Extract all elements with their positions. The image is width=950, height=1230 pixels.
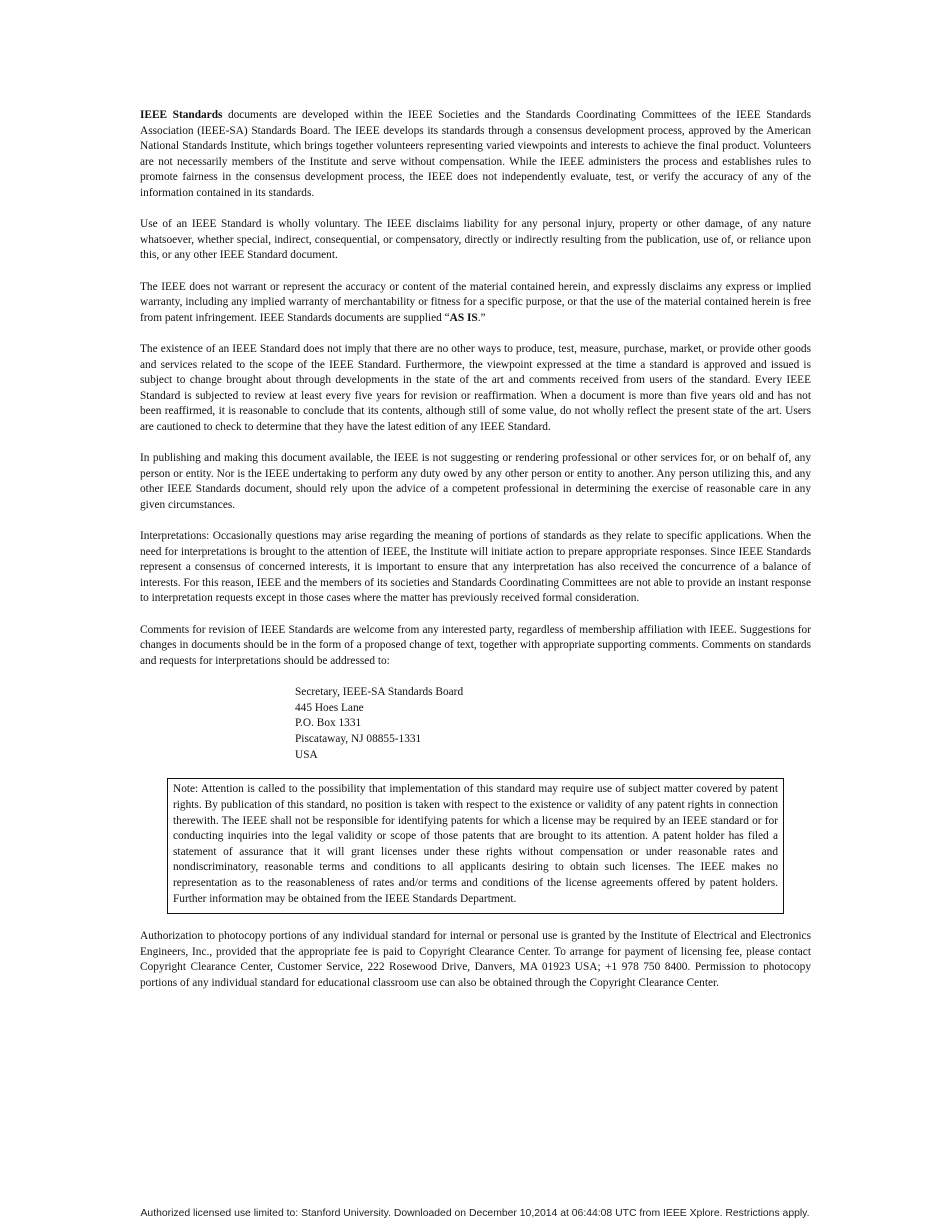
- paragraph-existence-of-standard: The existence of an IEEE Standard does not imply that there are no other ways to produce, test, measure, purchase, market, or provide other goods and services related to the scope of the IEEE Standard. Furthermore, the viewpoint expressed at the time a standard is approved and issued is subject to change brought about through developments in the state of the art and comments received from users of the standard. Every IEEE Standard is subjected to review at least every five years for revision or reaffirmation. When a document is more than five years old and has not been reaffirmed, it is reasonable to conclude that its contents, although still of some value, do not wholly reflect the present state of the art. Users are cautioned to check to determine that they have the latest edition of any IEEE Standard.: [140, 342, 811, 433]
- address-line-1: Secretary, IEEE-SA Standards Board: [295, 685, 464, 698]
- address-line-4: Piscataway, NJ 08855-1331: [295, 733, 422, 746]
- license-footer: Authorized licensed use limited to: Stanford University. Downloaded on December 10,2014 at 06:44:08 UTC from IEEE Xplore. Restrictions apply.: [140, 1208, 810, 1219]
- warranty-text-end: .”: [477, 311, 486, 324]
- patent-note-box: Note: Attention is called to the possibility that implementation of this standard may require use of subject matter covered by patent rights. By publication of this standard, no position is taken with respect to the existence or validity of any patent rights in connection therewith. The IEEE shall not be responsible for identifying patents for which a license may be required by an IEEE standard or for conducting inquiries into the legal validity or scope of those patents that are brought to its attention. A patent holder has filed a statement of assurance that it will grant licenses under these rights without compensation or under reasonable rates and nondiscriminatory, reasonable terms and conditions to all applicants desiring to obtain such licenses. The IEEE makes no representation as to the reasonableness of rates and/or terms and conditions of the license agreements offered by patent holders. Further information may be obtained from the IEEE Standards Department.: [167, 778, 784, 914]
- ieee-standards-bold-term: IEEE Standards: [140, 109, 223, 121]
- paragraph-comments: Comments for revision of IEEE Standards are welcome from any interested party, regardless of membership affiliation with IEEE. Suggestions for changes in documents should be in the form of a proposed change of text, together with appropriate supporting comments. Comments on standards and requests for interpretations should be addressed to:: [140, 623, 811, 667]
- document-body: [140, 108, 811, 1007]
- as-is-bold-term: AS IS: [449, 311, 478, 324]
- paragraph-ieee-standards: [140, 108, 811, 202]
- paragraph-warranty-disclaimer: [140, 280, 811, 327]
- paragraph-publishing: In publishing and making this document available, the IEEE is not suggesting or rendering professional or other services for, or on behalf of, any person or entity. Nor is the IEEE undertaking to perform any duty owed by any other person or entity to another. Any person utilizing this, and any other IEEE Standards document, should rely upon the advice of a competent professional in determining the exercise of reasonable care in any given circumstances.: [140, 452, 811, 511]
- address-line-2: 445 Hoes Lane: [295, 701, 364, 714]
- address-line-3: P.O. Box 1331: [295, 717, 362, 730]
- paragraph-voluntary-use: Use of an IEEE Standard is wholly voluntary. The IEEE disclaims liability for any personal injury, property or other damage, of any nature whatsoever, whether special, indirect, consequential, or compensatory, directly or indirectly resulting from the publication, use of, or reliance upon this, or any other IEEE Standard document.: [140, 218, 811, 262]
- warranty-text: The IEEE does not warrant or represent the accuracy or content of the material contained herein, and expressly disclaims any express or implied warranty, including any implied warranty of merchantability or fitness for a specific purpose, or that the use of the material contained herein is free from patent infringement. IEEE Standards documents are supplied “: [140, 280, 811, 324]
- mailing-address: [295, 685, 811, 764]
- paragraph-photocopy-authorization: Authorization to photocopy portions of any individual standard for internal or personal use is granted by the Institute of Electrical and Electronics Engineers, Inc., provided that the appropriate fee is paid to Copyright Clearance Center. To arrange for payment of licensing fee, please contact Copyright Clearance Center, Customer Service, 222 Rosewood Drive, Danvers, MA 01923 USA; +1 978 750 8400. Permission to photocopy portions of any individual standard for educational classroom use can also be obtained through the Copyright Clearance Center.: [140, 930, 811, 990]
- address-line-5: USA: [295, 748, 318, 761]
- paragraph-ieee-standards-text: documents are developed within the IEEE Societies and the Standards Coordinating Committees of the IEEE Standards Association (IEEE-SA) Standards Board. The IEEE develops its standards through a consensus development process, approved by the American National Standards Institute, which brings together volunteers representing varied viewpoints and interests to achieve the final product. Volunteers are not necessarily members of the Institute and serve without compensation. While the IEEE administers the process and establishes rules to promote fairness in the consensus development process, the IEEE does not independently evaluate, test, or verify the accuracy of any of the information contained in its standards.: [140, 109, 811, 199]
- paragraph-interpretations: Interpretations: Occasionally questions may arise regarding the meaning of portions of standards as they relate to specific applications. When the need for interpretations is brought to the attention of IEEE, the Institute will initiate action to prepare appropriate responses. Since IEEE Standards represent a consensus of concerned interests, it is important to ensure that any interpretation has also received the concurrence of a balance of interests. For this reason, IEEE and the members of its societies and Standards Coordinating Committees are not able to provide an instant response to interpretation requests except in those cases where the matter has previously received formal consideration.: [140, 530, 811, 605]
